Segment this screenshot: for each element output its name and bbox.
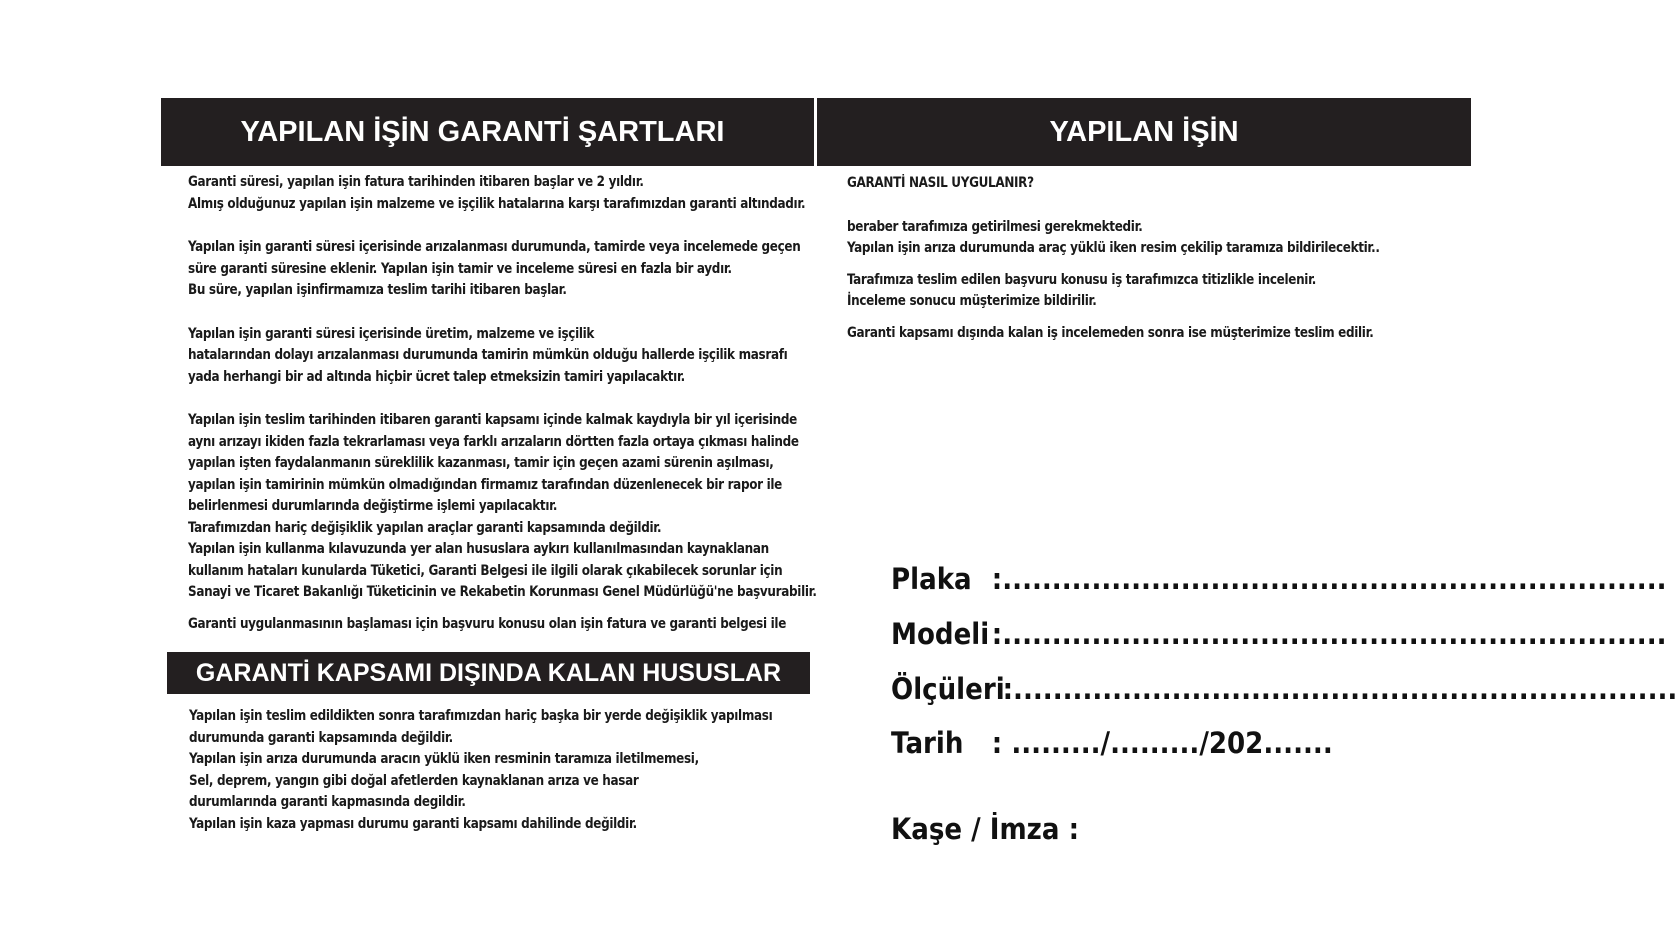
work-title: YAPILAN İŞİN xyxy=(817,98,1471,166)
terms-line: Garanti süresi, yapılan işin fatura tarihinden itibaren başlar ve 2 yıldır. xyxy=(188,174,644,190)
terms-line: Almış olduğunuz yapılan işin malzeme ve işçilik hatalarına karşı tarafımızdan garanti altındadır. xyxy=(188,195,806,212)
exclusions-text xyxy=(189,706,772,835)
terms-line: Bu süre, yapılan işinfirmamıza teslim tarihi itibaren başlar. xyxy=(188,282,567,298)
terms-line: Tarafımızdan hariç değişiklik yapılan araçlar garanti kapsamında değildir. xyxy=(188,519,662,536)
exclusion-line: Yapılan işin kaza yapması durumu garanti kapsamı dahilinde değildir. xyxy=(189,815,637,832)
exclusions-title: GARANTİ KAPSAMI DIŞINDA KALAN HUSUSLAR xyxy=(167,652,810,694)
terms-line: yapılan işin tamirinin mümkün olmadığından firmamız tarafından düzenlenecek bir rapor ile xyxy=(188,476,783,493)
exclusion-line: durumunda garanti kapsamında değildir. xyxy=(189,729,453,746)
terms-line: kullanım hataları kunularda Tüketici, Garanti Belgesi ile ilgili olarak çıkabilecek sorunlar için xyxy=(188,562,783,579)
terms-line: Yapılan işin teslim tarihinden itibaren garanti kapsamı içinde kalmak kaydıyla bir yıl içerisinde xyxy=(188,412,797,428)
exclusion-line: durumlarında garanti kapmasında degildir. xyxy=(189,794,466,810)
date-label: Tarih xyxy=(891,726,964,760)
terms-line: Sanayi ve Ticaret Bakanlığı Tüketicinin ve Rekabetin Korunması Genel Müdürlüğü'ne başvurabilir. xyxy=(188,584,817,600)
size-input-line[interactable]: :................................................................... xyxy=(1002,672,1677,706)
model-label: Modeli xyxy=(891,617,990,651)
apply-line: Garanti kapsamı dışında kalan iş incelemeden sonra ise müşterimize teslim edilir. xyxy=(847,324,1374,341)
terms-line: Garanti uygulanmasının başlaması için başvuru konusu olan işin fatura ve garanti belgesi ile xyxy=(188,615,787,632)
terms-line: Yapılan işin kullanma kılavuzunda yer alan hususlara aykırı kullanılmasından kaynaklanan xyxy=(188,541,769,557)
exclusion-line: Yapılan işin teslim edildikten sonra tarafımızdan hariç başka bir yerde değişiklik yapılması xyxy=(189,708,773,724)
plate-input-line[interactable]: :................................................................... xyxy=(991,562,1667,596)
warranty-terms-title: YAPILAN İŞİN GARANTİ ŞARTLARI xyxy=(161,98,814,166)
exclusion-line: Yapılan işin arıza durumunda aracın yüklü iken resminin taramıza iletilmemesi, xyxy=(189,751,699,767)
terms-line: Yapılan işin garanti süresi içerisinde üretim, malzeme ve işçilik xyxy=(188,325,595,342)
model-field xyxy=(891,617,1667,651)
date-input-line[interactable]: : ........./........./202....... xyxy=(991,726,1333,760)
apply-line: Yapılan işin arıza durumunda araç yüklü iken resim çekilip taramıza bildirilecektir.. xyxy=(847,240,1380,256)
apply-line: Tarafımıza teslim edilen başvuru konusu iş tarafımızca titizlikle incelenir. xyxy=(847,271,1317,288)
size-label: Ölçüleri xyxy=(891,672,1005,706)
stamp-signature-field xyxy=(891,812,1079,846)
apply-line: beraber tarafımıza getirilmesi gerekmektedir. xyxy=(847,218,1143,235)
size-field xyxy=(891,672,1677,706)
terms-line: belirlenmesi durumlarında değiştirme işlemi yapılacaktır. xyxy=(188,498,558,514)
terms-line: aynı arızayı ikiden fazla tekrarlaması veya farklı arızaların dörtten fazla ortaya çıkması halinde xyxy=(188,433,799,450)
plate-label: Plaka xyxy=(891,562,972,596)
model-input-line[interactable]: :................................................................... xyxy=(991,617,1667,651)
terms-line: Yapılan işin garanti süresi içerisinde arızalanması durumunda, tamirde veya incelemede geçen xyxy=(188,239,801,255)
terms-line: hatalarından dolayı arızalanması durumunda tamirin mümkün olduğu hallerde işçilik masrafı xyxy=(188,347,788,363)
how-warranty-applies-text xyxy=(847,173,1380,344)
stamp-signature-label: Kaşe / İmza : xyxy=(891,812,1080,846)
terms-line: yapılan işten faydalanmanın süreklilik kazanması, tamir için geçen azami sürenin aşılması, xyxy=(188,455,774,471)
plate-field xyxy=(891,562,1667,596)
exclusion-line: Sel, deprem, yangın gibi doğal afetlerden kaynaklanan arıza ve hasar xyxy=(189,772,639,789)
warranty-terms-text xyxy=(188,172,817,635)
terms-line: yada herhangi bir ad altında hiçbir ücret talep etmeksizin tamiri yapılacaktır. xyxy=(188,368,685,385)
terms-line: süre garanti süresine eklenir. Yapılan işin tamir ve inceleme süresi en fazla bir aydır. xyxy=(188,260,732,277)
date-field xyxy=(891,726,1333,760)
how-warranty-applies-heading: GARANTİ NASIL UYGULANIR? xyxy=(847,175,1034,191)
apply-line: İnceleme sonucu müşterimize bildirilir. xyxy=(847,293,1097,309)
